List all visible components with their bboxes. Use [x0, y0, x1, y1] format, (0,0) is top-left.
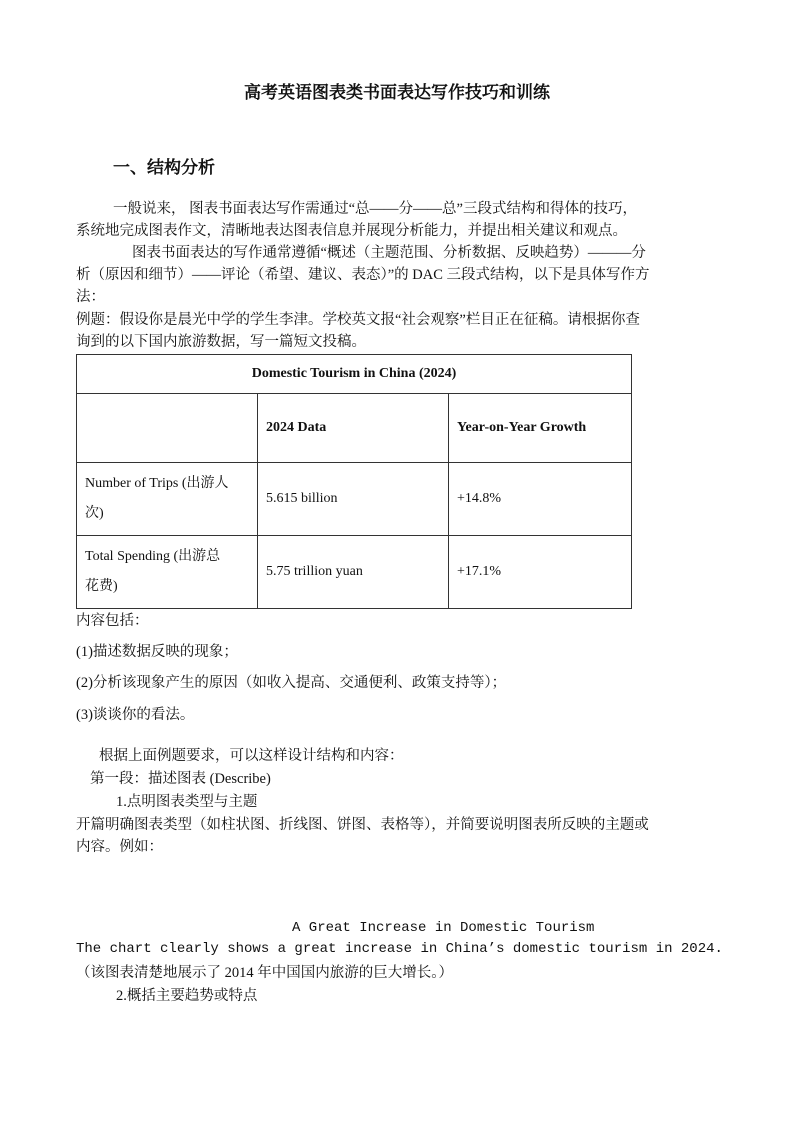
row-label-spending: Total Spending (出游总 花费): [77, 536, 258, 609]
point-1-desc-line-2: 内容。例如：: [76, 839, 163, 855]
table-row: [77, 536, 632, 609]
sample-translation: （该图表清楚地展示了 2014 年中国国内旅游的巨大增长。）: [76, 965, 453, 981]
table-header-data: 2024 Data: [258, 394, 449, 463]
tourism-data-table: [76, 354, 632, 609]
design-intro: 根据上面例题要求，可以这样设计结构和内容：: [99, 748, 404, 764]
paragraph-1-line-1: 一般说来， 图表书面表达写作需通过“总——分——总”三段式结构和得体的技巧，: [113, 201, 637, 217]
row-growth-trips: +14.8%: [449, 463, 632, 536]
sample-title: A Great Increase in Domestic Tourism: [292, 920, 595, 936]
content-item-3: (3)谈谈你的看法。: [76, 707, 195, 723]
point-1: 1.点明图表类型与主题: [116, 794, 258, 810]
paragraph-1-line-2: 系统地完成图表作文，清晰地表达图表信息并展现分析能力，并提出相关建议和观点。: [76, 223, 627, 239]
row-data-trips: 5.615 billion: [258, 463, 449, 536]
paragraph-2-line-3: 法：: [76, 289, 105, 305]
example-line-1: 例题：假设你是晨光中学的学生李津。学校英文报“社会观察”栏目正在征稿。请根据你查: [76, 312, 640, 328]
example-line-2: 询到的以下国内旅游数据，写一篇短文投稿。: [76, 334, 366, 350]
row-data-spending: 5.75 trillion yuan: [258, 536, 449, 609]
point-2: 2.概括主要趋势或特点: [116, 988, 258, 1004]
content-item-1: (1)描述数据反映的现象；: [76, 644, 238, 660]
paragraph-one-label: 第一段：描述图表 (Describe): [90, 771, 271, 787]
paragraph-2-line-1: 图表书面表达的写作通常遵循“概述（主题范围、分析数据、反映趋势）———分: [132, 245, 646, 261]
content-intro: 内容包括：: [76, 613, 149, 629]
table-header-growth: Year-on-Year Growth: [449, 394, 632, 463]
section-heading: 一、结构分析: [113, 158, 215, 177]
point-1-desc-line-1: 开篇明确图表类型（如柱状图、折线图、饼图、表格等），并简要说明图表所反映的主题或: [76, 817, 649, 833]
table-header-empty: [77, 394, 258, 463]
document-title: 高考英语图表类书面表达写作技巧和训练: [244, 83, 550, 102]
sample-sentence: The chart clearly shows a great increase in China’s domestic tourism in 2024.: [76, 941, 723, 957]
row-label-trips: Number of Trips (出游人 次): [77, 463, 258, 536]
paragraph-2-line-2: 析（原因和细节）——评论（希望、建议、表态）”的 DAC 三段式结构，以下是具体写作方: [76, 267, 650, 283]
content-item-2: (2)分析该现象产生的原因（如收入提高、交通便利、政策支持等）；: [76, 675, 507, 691]
table-row: [77, 463, 632, 536]
table-caption: Domestic Tourism in China (2024): [77, 355, 632, 394]
row-growth-spending: +17.1%: [449, 536, 632, 609]
